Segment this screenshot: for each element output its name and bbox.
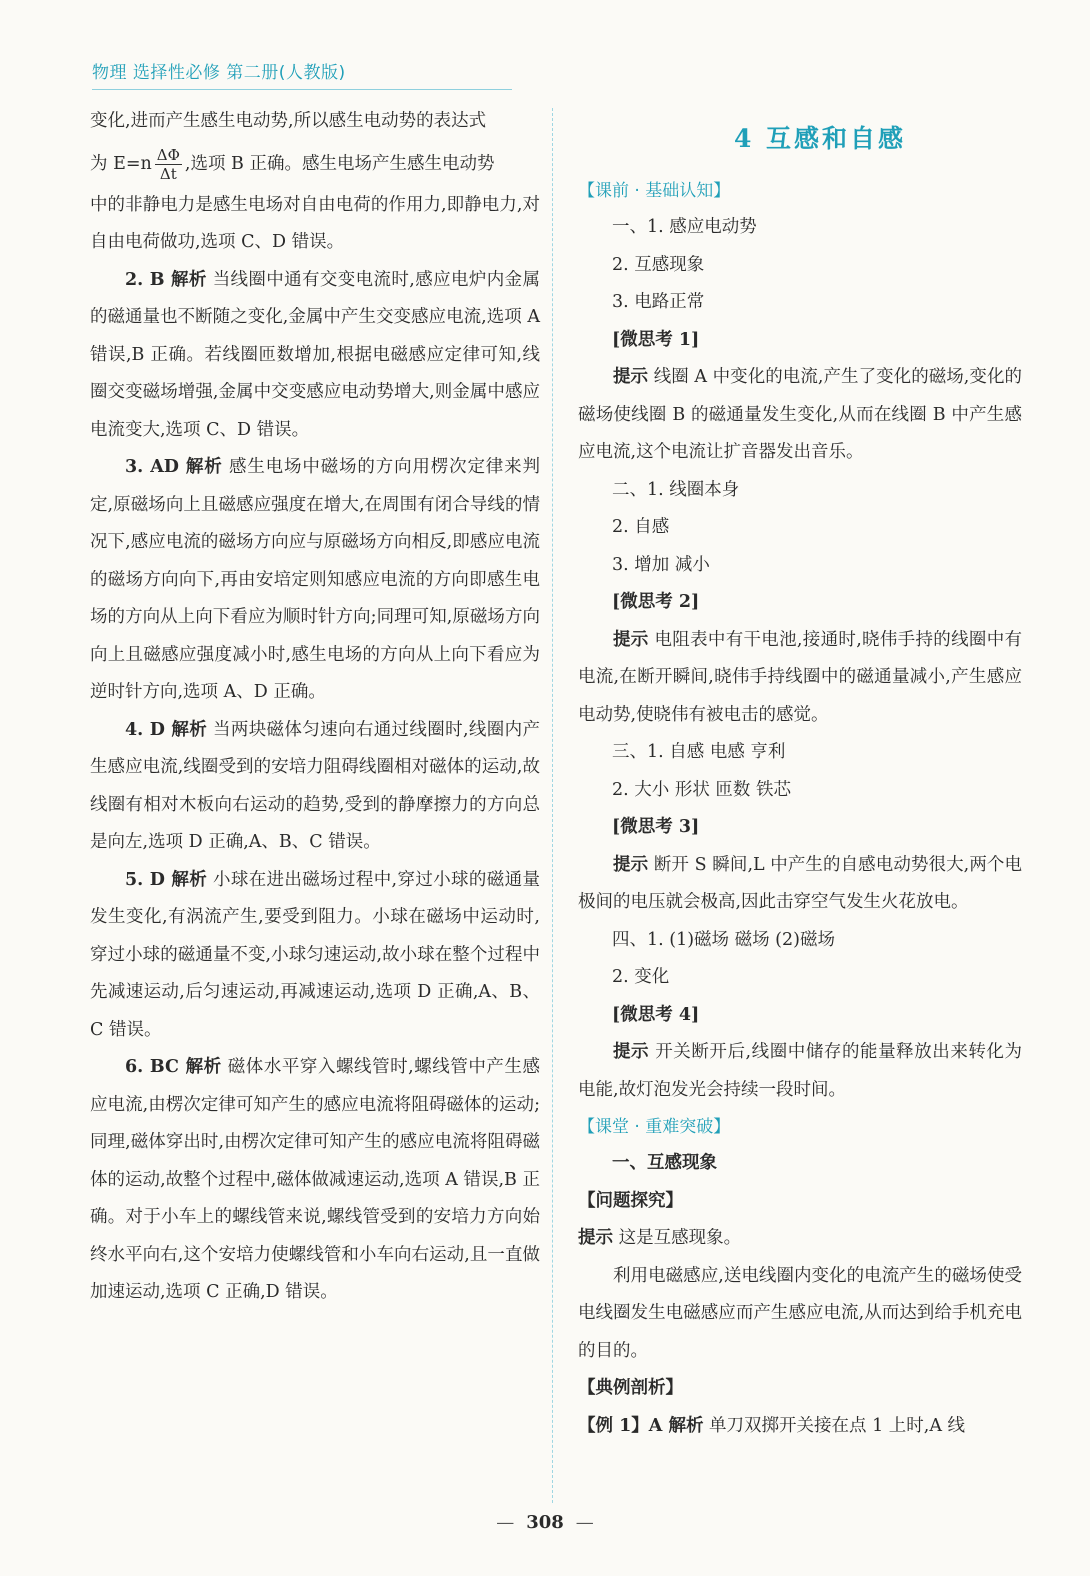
example-heading: 【典例剖析】 (578, 1378, 683, 1398)
answer-label: 3. AD 解析 (125, 457, 223, 477)
hint-text: 电阻表中有干电池,接通时,晓伟手持的线圈中有电流,在断开瞬间,晓伟手持线圈中的磁通量减小,产生感应电动势,使晓伟有被电击的感觉。 (578, 629, 1022, 725)
paragraph-q1-b: 中的非静电力是感生电场对自由电荷的作用力,即静电力,对自由电荷做功,选项 C、D 错误。 (90, 194, 540, 252)
page-number: — 308 — (496, 1512, 594, 1533)
answer-text: 磁体水平穿入螺线管时,螺线管中产生感应电流,由楞次定律可知产生的感应电流将阻碍磁体的运动;同理,磁体穿出时,由楞次定律可知产生的感应电流将阻碍磁体的运动,故整个过程中,磁体做减速运动,选项 A 错误,B 正确。对于小车上的螺线管来说,螺线管受到的安培力方向始终水平向右,这个安培力使螺线管和小车向右运动,且一直做加速运动,选项 C 正确,D 错误。 (90, 1057, 540, 1302)
explore-heading: 【问题探究】 (578, 1190, 683, 1211)
answer-q3 (90, 449, 540, 712)
answer-line: 3. 电路正常 (612, 292, 705, 312)
hint-text: 这是互感现象。 (618, 1228, 742, 1248)
hint-text: 断开 S 瞬间,L 中产生的自感电动势很大,两个电极间的电压就会极高,因此击穿空气发生火花放电。 (578, 854, 1022, 912)
fraction-denominator: Δt (159, 164, 177, 183)
think-heading: [微思考 1] (612, 329, 700, 350)
answer-q2 (90, 262, 540, 450)
answer-label: 5. D 解析 (125, 869, 208, 890)
hint-paragraph (578, 359, 1022, 472)
running-header: 物理 选择性必修 第二册(人教版) (92, 58, 512, 90)
example-label: 【例 1】A 解析 (578, 1415, 704, 1436)
think-heading: [微思考 2] (612, 592, 700, 612)
page-number-value: 308 (526, 1512, 564, 1533)
answer-text: 当两块磁体匀速向右通过线圈时,线圈内产生感应电流,线圈受到的安培力阻碍线圈相对磁体的运动,故线圈有相对木板向右运动的趋势,受到的静摩擦力的方向总是向左,选项 D 正确,A、B、C 错误。 (90, 719, 540, 852)
hint-paragraph (578, 1220, 1022, 1258)
right-column (578, 103, 1022, 1445)
answer-text: 当线圈中通有交变电流时,感应电炉内金属的磁通量也不断随之变化,金属中产生交变感应电流,选项 A 错误,B 正确。若线圈匝数增加,根据电磁感应定律可知,线圈交变磁场增强,金属中交变感应电动势增大,则金属中感应电流变大,选项 C、D 错误。 (90, 269, 540, 440)
formula-prefix: 为 E=n (90, 153, 152, 174)
answer-label: 6. BC 解析 (125, 1057, 222, 1077)
think-heading: [微思考 3] (612, 817, 700, 837)
example-paragraph (578, 1408, 1022, 1446)
fraction-numerator: ΔΦ (156, 145, 180, 164)
paragraph-q1-a: 变化,进而产生感生电动势,所以感生电动势的表达式 (90, 111, 487, 131)
left-column (90, 103, 540, 1312)
hint-text: 开关断开后,线圈中储存的能量释放出来转化为电能,故灯泡发光会持续一段时间。 (578, 1042, 1022, 1100)
answer-line: 2. 互感现象 (612, 254, 705, 275)
answer-line: 2. 自感 (612, 517, 670, 537)
hint-text: 线圈 A 中变化的电流,产生了变化的磁场,变化的磁场使线圈 B 的磁通量发生变化,从而在线圈 B 中产生感应电流,这个电流让扩音器发出音乐。 (578, 367, 1022, 462)
section-tag-inclass: 【课堂 · 重难突破】 (578, 1117, 731, 1137)
answer-line: 四、1. (1)磁场 磁场 (2)磁场 (612, 929, 835, 950)
answer-label: 2. B 解析 (125, 269, 207, 290)
answer-line: 2. 大小 形状 匝数 铁芯 (612, 779, 791, 800)
section-title: 4 互感和自感 (733, 124, 907, 153)
answer-label: 4. D 解析 (125, 719, 208, 740)
answer-q4 (90, 712, 540, 862)
answer-line: 3. 增加 减小 (612, 554, 710, 575)
example-text: 单刀双掷开关接在点 1 上时,A 线 (709, 1415, 966, 1436)
hint-paragraph (578, 1034, 1022, 1109)
column-divider (552, 108, 553, 1503)
think-heading: [微思考 4] (612, 1004, 700, 1025)
explanation-paragraph: 利用电磁感应,送电线圈内变化的电流产生的磁场使受电线圈发生电磁感应而产生感应电流,从而达到给手机充电的目的。 (578, 1265, 1022, 1361)
hint-label: 提示 (578, 1228, 613, 1248)
answer-q5 (90, 862, 540, 1050)
hint-label: 提示 (613, 367, 649, 387)
hint-label: 提示 (613, 629, 649, 650)
answer-q6 (90, 1049, 540, 1312)
paragraph-q1-formula (90, 141, 540, 187)
hint-paragraph (578, 622, 1022, 735)
answer-line: 2. 变化 (612, 967, 670, 987)
answer-line: 二、1. 线圈本身 (612, 479, 740, 500)
answer-line: 一、1. 感应电动势 (612, 217, 757, 237)
section-tag-preclass: 【课前 · 基础认知】 (578, 181, 731, 201)
hint-paragraph (578, 847, 1022, 922)
subsection-heading: 一、互感现象 (612, 1153, 717, 1173)
answer-line: 三、1. 自感 电感 亨利 (612, 742, 786, 762)
hint-label: 提示 (613, 1042, 650, 1062)
formula-suffix: ,选项 B 正确。感生电场产生感生电动势 (184, 153, 495, 174)
answer-text: 感生电场中磁场的方向用楞次定律来判定,原磁场向上且磁感应强度在增大,在周围有闭合导线的情况下,感应电流的磁场方向应与原磁场方向相反,即感应电流的磁场方向向下,再由安培定则知感应电流的方向即感生电场的方向从上向下看应为顺时针方向;同理可知,原磁场方向向上且磁感应强度减小时,感生电场的方向从上向下看应为逆时针方向,选项 A、D 正确。 (90, 457, 540, 702)
hint-label: 提示 (613, 854, 649, 875)
answer-text: 小球在进出磁场过程中,穿过小球的磁通量发生变化,有涡流产生,要受到阻力。小球在磁场中运动时,穿过小球的磁通量不变,小球匀速运动,故小球在整个过程中先减速运动,后匀速运动,再减速运动,选项 D 正确,A、B、C 错误。 (90, 869, 540, 1040)
fraction (155, 146, 182, 183)
